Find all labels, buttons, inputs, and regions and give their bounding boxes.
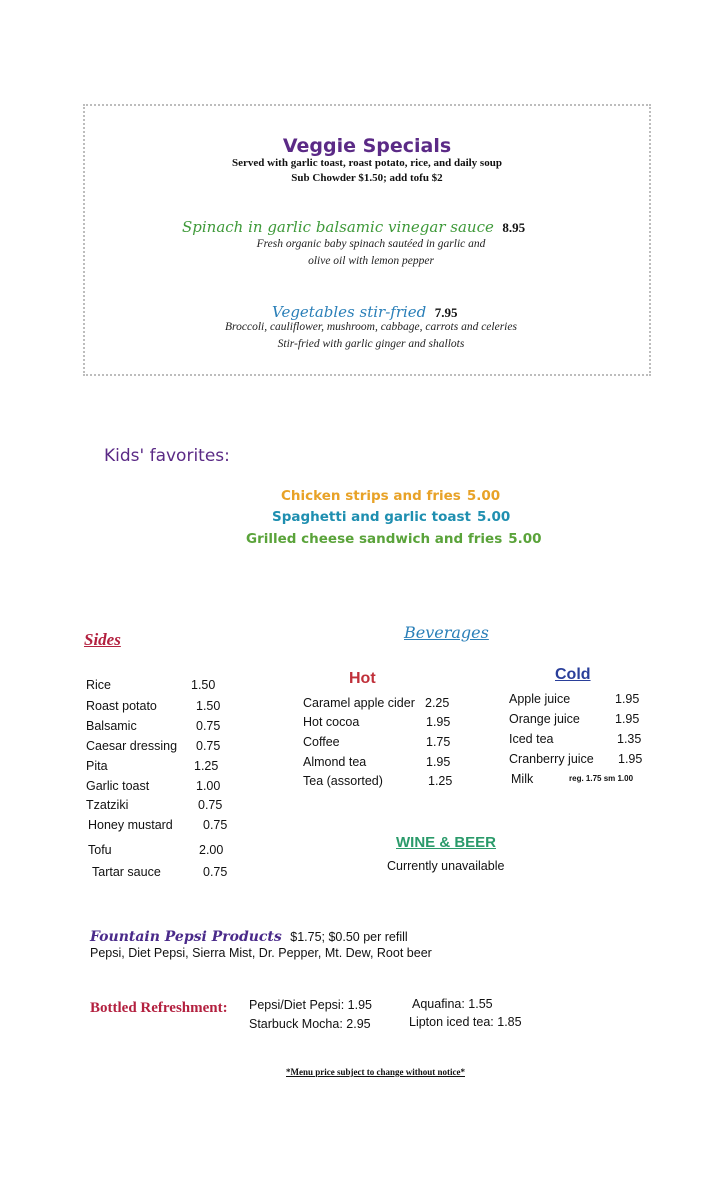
- hot-heading: Hot: [349, 670, 376, 687]
- hot-item-name: Coffee: [303, 735, 340, 749]
- hot-item-name: Hot cocoa: [303, 715, 360, 729]
- dish-2-desc-2: Stir-fried with garlic ginger and shallots: [277, 338, 465, 350]
- dish-price: 8.95: [502, 220, 526, 235]
- kids-item: [272, 509, 510, 525]
- sides-item-name: Garlic toast: [86, 779, 150, 793]
- veggie-subtitle-1: Served with garlic toast, roast potato, rice, and daily soup: [232, 157, 502, 169]
- bottled-item-1: Pepsi/Diet Pepsi: 1.95: [249, 998, 372, 1012]
- hot-item-price: 1.95: [426, 755, 451, 769]
- kids-item-name: Grilled cheese sandwich and fries: [246, 531, 503, 547]
- fountain-list: Pepsi, Diet Pepsi, Sierra Mist, Dr. Pepper, Mt. Dew, Root beer: [90, 946, 432, 960]
- sides-item-name: Balsamic: [86, 719, 137, 733]
- cold-item-name: Milk: [511, 772, 534, 786]
- kids-item-name: Spaghetti and garlic toast: [272, 509, 471, 525]
- sides-item-price: 0.75: [196, 719, 221, 733]
- hot-item-price: 1.25: [428, 774, 453, 788]
- hot-item-name: Tea (assorted): [303, 774, 383, 788]
- wine-beer-status: Currently unavailable: [387, 859, 505, 873]
- sides-item-name: Tzatziki: [86, 798, 129, 812]
- kids-item: [246, 531, 542, 547]
- veggie-title: Veggie Specials: [282, 135, 452, 157]
- dish-price: 7.95: [434, 305, 458, 320]
- cold-item-price: 1.35: [617, 732, 642, 746]
- cold-item-name: Cranberry juice: [509, 752, 594, 766]
- sides-item-name: Rice: [86, 678, 112, 692]
- sides-item-price: 2.00: [199, 843, 224, 857]
- kids-item-price: 5.00: [508, 531, 542, 547]
- dish-1-desc-2: olive oil with lemon pepper: [308, 255, 434, 267]
- bottled-item-4: Lipton iced tea: 1.85: [409, 1015, 522, 1029]
- cold-item-name: Apple juice: [509, 692, 571, 706]
- cold-item-price: 1.95: [618, 752, 643, 766]
- cold-item-price: reg. 1.75 sm 1.00: [569, 774, 634, 783]
- fountain-line: [90, 928, 408, 946]
- sides-item-price: 1.00: [196, 779, 221, 793]
- kids-item-price: 5.00: [476, 509, 511, 525]
- bottled-item-2: Starbuck Mocha: 2.95: [249, 1017, 371, 1031]
- sides-item-name: Tartar sauce: [92, 865, 161, 879]
- sides-item-price: 0.75: [196, 739, 221, 753]
- cold-heading: Cold: [555, 666, 591, 683]
- sides-item-price: 1.50: [191, 678, 216, 692]
- dish-name: Vegetables stir-fried: [272, 303, 427, 321]
- kids-heading: Kids' favorites:: [104, 446, 230, 466]
- sides-item-price: 0.75: [203, 865, 228, 879]
- sides-item-name: Caesar dressing: [86, 739, 178, 753]
- sides-item-name: Honey mustard: [88, 818, 173, 832]
- cold-item-name: Orange juice: [509, 712, 580, 726]
- sides-item-price: 0.75: [203, 818, 228, 832]
- dish-2-desc-1: Broccoli, cauliflower, mushroom, cabbage, carrots and celeries: [225, 321, 517, 333]
- sides-heading: Sides: [84, 630, 121, 649]
- sides-item-price: 0.75: [198, 798, 223, 812]
- price-notice: *Menu price subject to change without notice*: [286, 1067, 465, 1077]
- hot-item-name: Caramel apple cider: [303, 696, 415, 710]
- dish-name: Spinach in garlic balsamic vinegar sauce: [182, 218, 494, 236]
- wine-beer-heading: WINE & BEER: [396, 834, 497, 851]
- sides-item-name: Roast potato: [86, 699, 157, 713]
- veggie-dish-2: [272, 303, 458, 322]
- kids-item-name: Chicken strips and fries: [281, 488, 461, 504]
- fountain-price: $1.75; $0.50 per refill: [290, 930, 408, 944]
- kids-item-price: 5.00: [466, 488, 501, 504]
- sides-item-name: Pita: [86, 759, 108, 773]
- fountain-heading: Fountain Pepsi Products: [90, 929, 282, 945]
- veggie-dish-1: [182, 218, 525, 237]
- bottled-heading: Bottled Refreshment:: [90, 1000, 228, 1016]
- hot-item-price: 2.25: [425, 696, 450, 710]
- cold-item-price: 1.95: [615, 692, 640, 706]
- hot-item-price: 1.95: [426, 715, 451, 729]
- dish-1-desc-1: Fresh organic baby spinach sautéed in garlic and: [256, 238, 486, 250]
- beverages-heading: Beverages: [404, 623, 489, 642]
- hot-item-price: 1.75: [426, 735, 451, 749]
- sides-item-price: 1.50: [196, 699, 221, 713]
- cold-item-price: 1.95: [615, 712, 640, 726]
- sides-item-name: Tofu: [88, 843, 112, 857]
- veggie-subtitle-2: Sub Chowder $1.50; add tofu $2: [291, 172, 443, 184]
- bottled-item-3: Aquafina: 1.55: [412, 997, 493, 1011]
- sides-item-price: 1.25: [194, 759, 219, 773]
- hot-item-name: Almond tea: [303, 755, 367, 769]
- cold-item-name: Iced tea: [509, 732, 554, 746]
- kids-item: [281, 488, 500, 504]
